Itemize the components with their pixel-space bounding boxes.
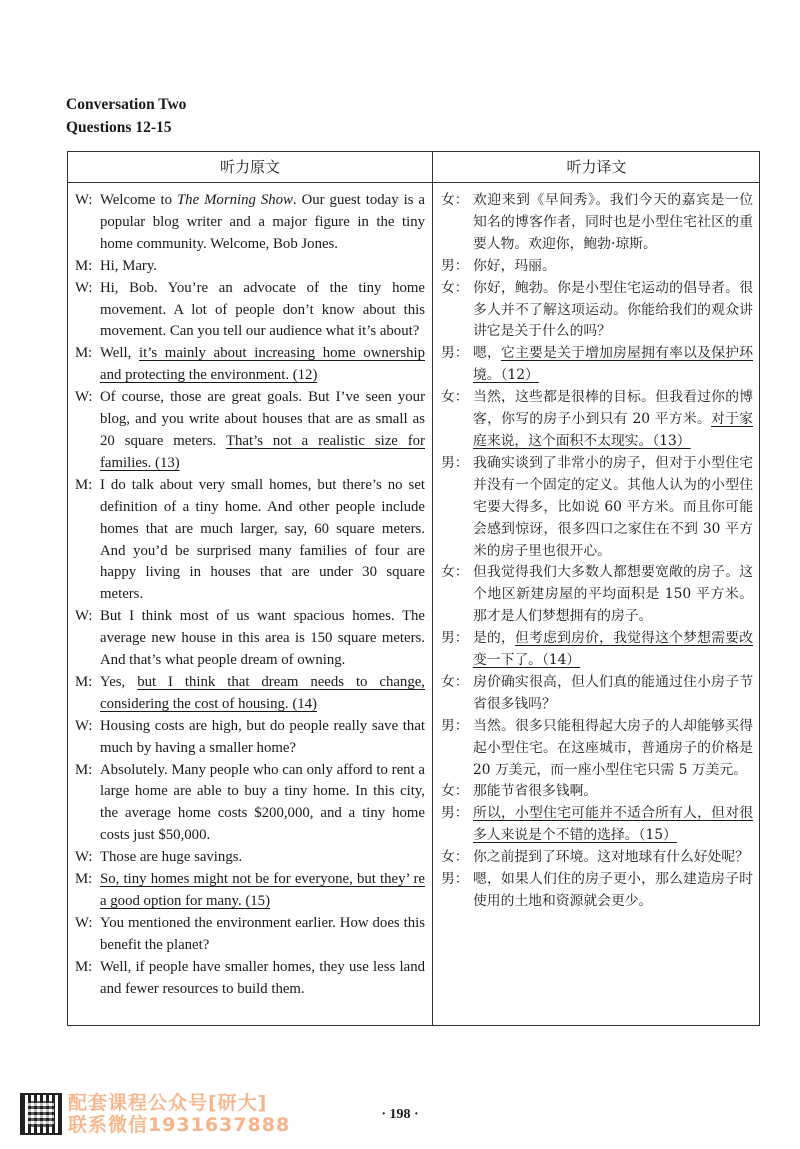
- chinese-turn: [441, 716, 753, 782]
- chinese-turn: [441, 190, 753, 256]
- english-turn: [75, 716, 425, 760]
- utterance-text: Welcome to: [100, 192, 177, 208]
- english-turn: [75, 256, 425, 278]
- utterance: [473, 869, 753, 913]
- answer-key-text: 对于家庭来说，这个面积不太现实。（13）: [473, 411, 753, 449]
- english-turn: [75, 847, 425, 869]
- speaker-label: W:: [75, 608, 93, 625]
- utterance-text: 你好，鲍勃。你是小型住宅运动的倡导者。很多人并不了解这项运动。你能给我们的观众讲讲它是关于什么的吗？: [473, 279, 753, 340]
- utterance-text: Well,: [100, 345, 139, 362]
- chinese-turn: [441, 562, 753, 628]
- english-turn: [75, 343, 425, 387]
- utterance: [100, 606, 425, 672]
- section-heading: [66, 93, 186, 139]
- utterance-text: But I think most of us want spacious homes. The average new house in this area is 150 square meters. And that’s what people dream of owning.: [100, 608, 425, 669]
- utterance: [473, 278, 753, 344]
- page-number: · 198 ·: [381, 1107, 419, 1122]
- header-translation: 听力译文: [566, 158, 627, 176]
- speaker-label: 男：: [441, 454, 469, 471]
- utterance: [100, 869, 425, 913]
- utterance: [100, 913, 425, 957]
- watermark: [20, 1092, 290, 1136]
- column-divider: [432, 152, 433, 1025]
- utterance-text: 是的，: [473, 630, 516, 647]
- utterance-text: 你好，玛丽。: [473, 257, 556, 274]
- utterance: [100, 847, 425, 869]
- english-turn: [75, 475, 425, 606]
- utterance: [100, 190, 425, 256]
- speaker-label: 男：: [441, 257, 469, 274]
- speaker-label: 女：: [441, 673, 469, 690]
- header-divider: [68, 182, 759, 183]
- chinese-turn: [441, 628, 753, 672]
- utterance: [100, 760, 425, 848]
- english-turn: [75, 606, 425, 672]
- answer-key-text: 但考虑到房价，我觉得这个梦想需要改变一下了。（14）: [473, 630, 754, 669]
- watermark-line-2: 联系微信1931637888: [68, 1114, 291, 1136]
- header-original-text: 听力原文: [219, 158, 280, 176]
- speaker-label: M:: [75, 673, 93, 690]
- utterance: [473, 190, 753, 256]
- utterance: [100, 672, 425, 716]
- english-transcript: [75, 190, 425, 1001]
- chinese-turn: [441, 343, 753, 387]
- utterance: [473, 343, 753, 387]
- answer-key-text: 所以，小型住宅可能并不适合所有人，但对很多人来说是个不错的选择。（15）: [473, 805, 753, 844]
- chinese-turn: [441, 256, 753, 278]
- english-turn: [75, 672, 425, 716]
- utterance-text: 那能节省很多钱啊。: [473, 783, 598, 800]
- utterance-text: 欢迎来到《早间秀》。我们今天的嘉宾是一位知名的博客作者，同时也是小型住宅社区的重要人物。欢迎你，鲍勃·琼斯。: [473, 192, 753, 252]
- utterance: [473, 716, 753, 782]
- speaker-label: 男：: [441, 345, 469, 362]
- chinese-turn: [441, 387, 753, 453]
- utterance-text: Housing costs are high, but do people really save that much by having a smaller home?: [100, 717, 425, 756]
- utterance-text: Of course, those are great goals. But I’ve seen your blog, and you write about houses that are as small as 20 square meters.: [100, 389, 425, 449]
- english-turn: [75, 387, 425, 475]
- utterance-text: Absolutely. Many people who can only afford to rent a large home are able to buy a tiny home. In this city, the average home costs $200,000, and a tiny home costs just $50,000.: [100, 761, 425, 844]
- speaker-label: W:: [75, 279, 93, 296]
- utterance-text: 房价确实很高，但人们真的能通过住小房子节省很多钱吗？: [473, 673, 753, 712]
- utterance: [473, 672, 753, 716]
- utterance: [473, 387, 753, 453]
- speaker-label: 女：: [441, 389, 469, 406]
- chinese-turn: [441, 803, 753, 847]
- utterance: [473, 562, 753, 628]
- english-turn: [75, 278, 425, 344]
- english-turn: [75, 760, 425, 848]
- speaker-label: 男：: [441, 871, 469, 888]
- utterance: [100, 256, 425, 278]
- speaker-label: 男：: [441, 630, 469, 647]
- utterance: [100, 343, 425, 387]
- utterance-text: 当然。很多只能租得起大房子的人却能够买得起小型住宅。在这座城市，普通房子的价格是 20 万美元，而一座小型住宅只需 5 万美元。: [473, 717, 753, 778]
- speaker-label: 女：: [441, 192, 469, 208]
- utterance-text: Hi, Bob. You’re an advocate of the tiny home movement. A lot of people don’t know about this movement. Can you tell our audience what it’s about?: [100, 279, 425, 340]
- utterance-text: Yes,: [100, 673, 138, 690]
- utterance: [473, 803, 753, 847]
- questions-range: Questions 12-15: [66, 119, 172, 136]
- english-turn: [75, 869, 425, 913]
- speaker-label: M:: [75, 476, 93, 493]
- chinese-turn: [441, 869, 753, 913]
- utterance-text: I do talk about very small homes, but there’s no set definition of a tiny home. And other people include homes that are much larger, say, 60 square meters. And you’d be surprised many families of four are happy living in houses that are under 30 square meters.: [100, 476, 425, 603]
- utterance: [100, 475, 425, 606]
- utterance: [473, 256, 753, 278]
- chinese-transcript: [441, 190, 753, 913]
- utterance-text: You mentioned the environment earlier. How does this benefit the planet?: [100, 914, 425, 953]
- utterance: [473, 847, 753, 869]
- speaker-label: 女：: [441, 564, 469, 581]
- answer-key-text: That’s not a realistic size for families. (13): [100, 432, 425, 471]
- utterance-text: 嗯，: [473, 345, 502, 362]
- utterance-text: 你之前提到了环境。这对地球有什么好处呢？: [473, 849, 749, 866]
- watermark-line-1: 配套课程公众号[研大]: [68, 1092, 268, 1114]
- chinese-turn: [441, 278, 753, 344]
- speaker-label: M:: [75, 345, 93, 362]
- english-turn: [75, 190, 425, 256]
- speaker-label: M:: [75, 257, 93, 274]
- chinese-turn: [441, 453, 753, 563]
- utterance: [100, 278, 425, 344]
- transcript-table: [67, 151, 760, 1026]
- utterance-text: . Our guest today is a popular blog writer and a major figure in the tiny home community. Welcome, Bob Jones.: [100, 192, 425, 252]
- speaker-label: 女：: [441, 849, 469, 866]
- answer-key-text: but I think that dream needs to change, considering the cost of housing. (14): [100, 673, 425, 712]
- utterance: [473, 453, 753, 563]
- utterance-text: Hi, Mary.: [100, 257, 157, 274]
- speaker-label: M:: [75, 761, 93, 778]
- speaker-label: 女：: [441, 279, 469, 296]
- speaker-label: W:: [75, 192, 93, 208]
- speaker-label: W:: [75, 389, 93, 406]
- english-turn: [75, 957, 425, 1001]
- speaker-label: W:: [75, 849, 93, 866]
- english-turn: [75, 913, 425, 957]
- speaker-label: 男：: [441, 717, 469, 734]
- utterance-text: Well, if people have smaller homes, they use less land and fewer resources to build them.: [100, 958, 425, 997]
- utterance: [100, 716, 425, 760]
- qr-code-icon: [20, 1093, 62, 1135]
- speaker-label: 男：: [441, 805, 469, 822]
- utterance: [473, 628, 753, 672]
- utterance: [100, 957, 425, 1001]
- speaker-label: M:: [75, 871, 93, 888]
- chinese-turn: [441, 847, 753, 869]
- speaker-label: W:: [75, 914, 93, 931]
- conversation-title: Conversation Two: [66, 96, 187, 113]
- chinese-turn: [441, 672, 753, 716]
- utterance-text: 嗯，如果人们住的房子更小，那么建造房子时使用的土地和资源就会更少。: [473, 871, 753, 909]
- utterance: [473, 781, 753, 803]
- chinese-turn: [441, 781, 753, 803]
- utterance: [100, 387, 425, 475]
- speaker-label: 女：: [441, 783, 469, 800]
- utterance-text: 当然，这些都是很棒的目标。但我看过你的博客，你写的房子小到只有 20 平方米。: [473, 389, 753, 428]
- utterance-text: Those are huge savings.: [100, 849, 243, 866]
- answer-key-text: So, tiny homes might not be for everyone, but they’ re a good option for many. (15): [100, 871, 425, 909]
- speaker-label: M:: [75, 958, 93, 975]
- speaker-label: W:: [75, 717, 93, 734]
- utterance-text: 但我觉得我们大多数人都想要宽敞的房子。这个地区新建房屋的平均面积是 150 平方米。那才是人们梦想拥有的房子。: [473, 564, 753, 625]
- answer-key-text: 它主要是关于增加房屋拥有率以及保护环境。（12）: [473, 345, 754, 384]
- answer-key-text: it’s mainly about increasing home ownership and protecting the environment. (12): [100, 345, 425, 384]
- show-title: The Morning Show: [176, 192, 293, 208]
- utterance-text: 我确实谈到了非常小的房子，但对于小型住宅并没有一个固定的定义。其他人认为的小型住宅要大得多，比如说 60 平方米。而且你可能会感到惊讶，很多四口之家住在不到 30 平方米的房子里也很开心。: [473, 454, 753, 559]
